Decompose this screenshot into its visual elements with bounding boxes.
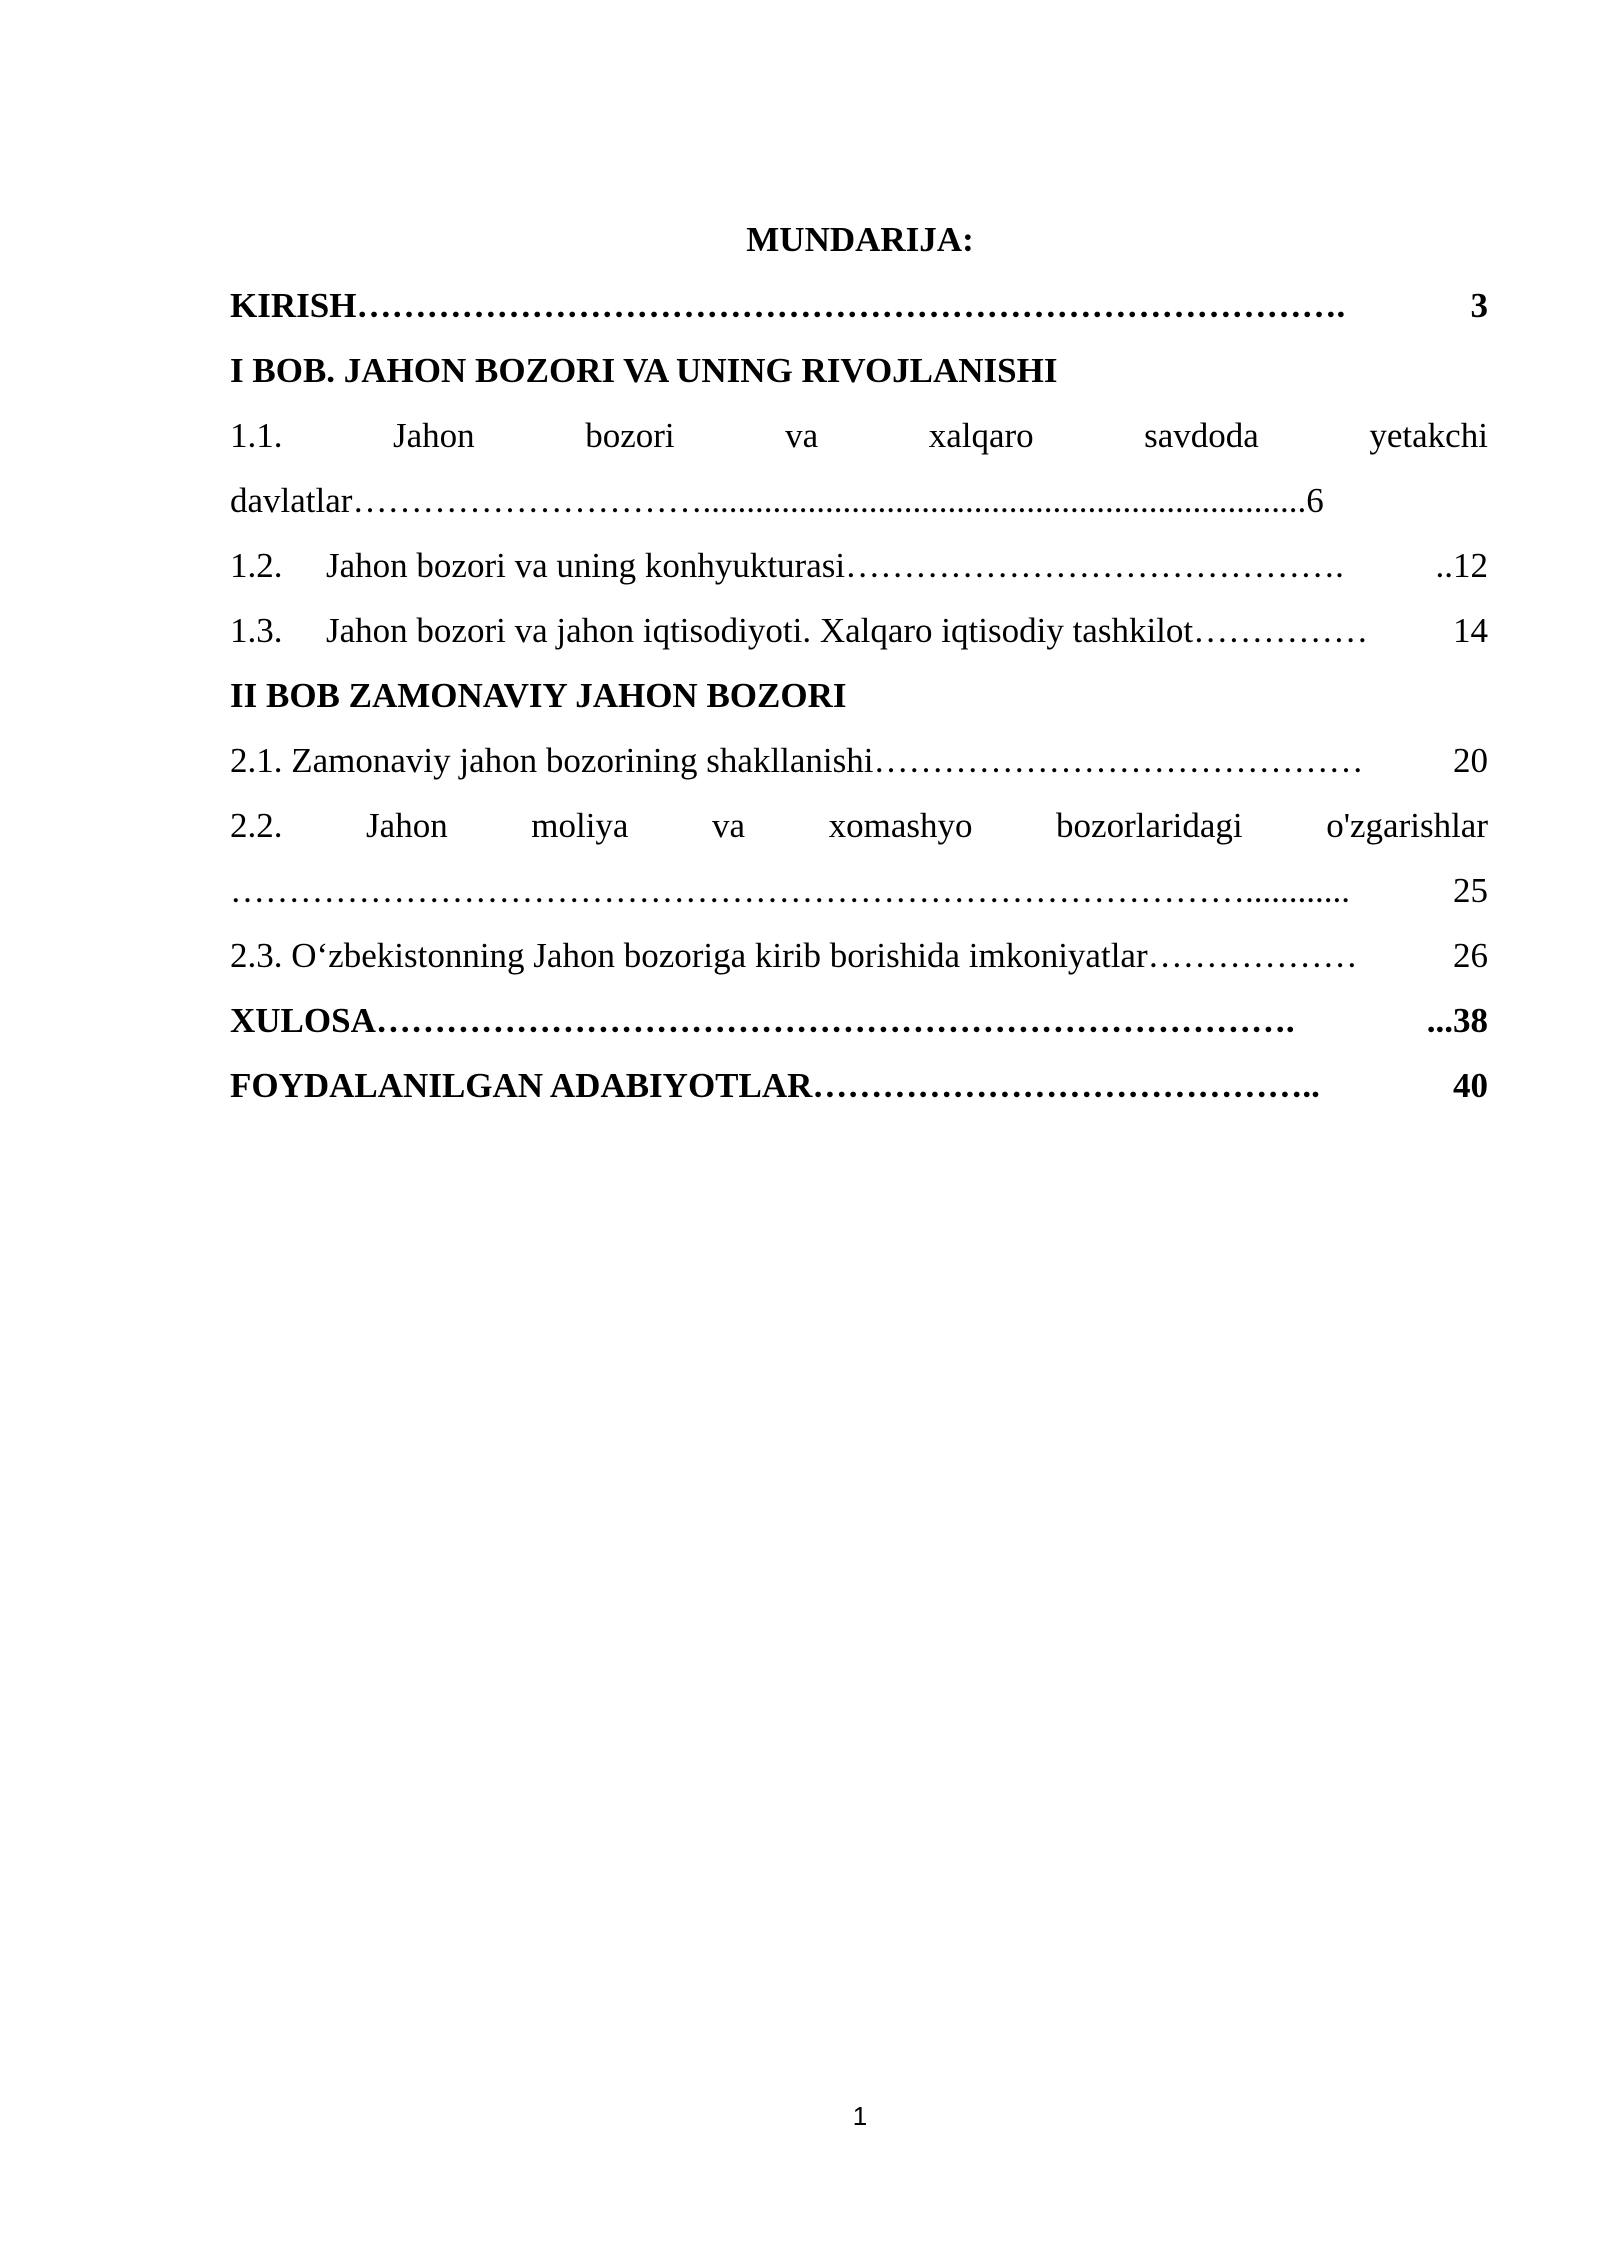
toc-leader-dots: …………………………………………………………………………. <box>356 286 1346 325</box>
toc-entry-adabiyotlar <box>230 1061 1488 1126</box>
toc-entry-text: davlatlar <box>230 481 353 520</box>
toc-word: va <box>785 416 819 455</box>
toc-page-number: 6 <box>1306 481 1324 520</box>
toc-entry-text: XULOSA <box>230 1001 376 1040</box>
toc-leader-dots: ……………………………………. <box>845 546 1344 585</box>
toc-page-number: 25 <box>1453 871 1488 910</box>
toc-word: va <box>712 806 746 845</box>
toc-leader-dots: …………… <box>1193 611 1369 650</box>
page-number: 1 <box>852 2101 868 2131</box>
toc-word: bozori <box>585 416 675 455</box>
toc-word: xomashyo <box>828 806 973 845</box>
toc-entry-xulosa <box>230 996 1488 1061</box>
toc-leader-dots: …………………………………….. <box>812 1066 1320 1105</box>
toc-page-number: 40 <box>1453 1066 1488 1105</box>
toc-page-number: ..12 <box>1435 546 1488 585</box>
toc-word: savdoda <box>1144 416 1259 455</box>
toc-entry-text: FOYDALANILGAN ADABIYOTLAR <box>230 1066 813 1105</box>
toc-entry-2-1 <box>230 736 1488 801</box>
toc-entry-1-1 <box>230 411 1488 476</box>
toc-chapter-1 <box>230 346 1488 411</box>
toc-entry-2-2-continued <box>230 866 1488 931</box>
toc-entry-1-1-continued <box>230 476 1488 541</box>
toc-entry-2-3 <box>230 931 1488 996</box>
toc-entry-1-3 <box>230 606 1488 671</box>
toc-entry-text: KIRISH <box>230 286 357 325</box>
toc-page-number: 14 <box>1453 611 1488 650</box>
toc-leader-dots: ……………………………………………………………………………............ <box>230 871 1350 910</box>
toc-section-number: 2.2. <box>230 806 283 845</box>
toc-word: o'zgarishlar <box>1326 806 1488 845</box>
toc-page-number: 20 <box>1453 741 1488 780</box>
toc-leader-dots: ……………………………………………………………………. <box>375 1001 1295 1040</box>
toc-title: MUNDARIJA: <box>746 220 974 259</box>
toc-entry-text: 2.3. O‘zbekistonning Jahon bozoriga kirib borishida imkoniyatlar <box>230 936 1148 975</box>
toc-section-number: 1.1. <box>230 416 283 455</box>
toc-chapter-2 <box>230 671 1488 736</box>
toc-word: xalqaro <box>928 416 1034 455</box>
toc-leader-dots: ……………… <box>1147 936 1358 975</box>
toc-section-number: 1.3. <box>230 611 283 650</box>
toc-entry-text: Jahon bozori va jahon iqtisodiyoti. Xalqaro iqtisodiy tashkilot <box>326 611 1194 650</box>
toc-page-number: 3 <box>1470 286 1488 325</box>
toc-leader-dots: …………………………..................................................................... <box>352 481 1307 520</box>
toc-entry-kirish <box>230 281 1488 346</box>
toc-entry-text: Jahon bozori va uning konhyukturasi <box>326 546 846 585</box>
toc-word: moliya <box>531 806 629 845</box>
toc-entry-text: II BOB ZAMONAVIY JAHON BOZORI <box>230 676 847 715</box>
toc-word: Jahon <box>393 416 475 455</box>
toc-leader-dots: …………………………………… <box>873 741 1364 780</box>
toc-section-number: 1.2. <box>230 546 283 585</box>
toc-word: yetakchi <box>1369 416 1488 455</box>
toc-word: Jahon <box>366 806 448 845</box>
table-of-contents <box>230 281 1488 1126</box>
toc-page-number: 26 <box>1453 936 1488 975</box>
toc-entry-2-2 <box>230 801 1488 866</box>
toc-entry-text: I BOB. JAHON BOZORI VA UNING RIVOJLANISHI <box>230 351 1058 390</box>
toc-page-number: ...38 <box>1426 1001 1488 1040</box>
toc-entry-text: 2.1. Zamonaviy jahon bozorining shakllanishi <box>230 741 874 780</box>
toc-word: bozorlaridagi <box>1056 806 1243 845</box>
toc-entry-1-2 <box>230 541 1488 606</box>
